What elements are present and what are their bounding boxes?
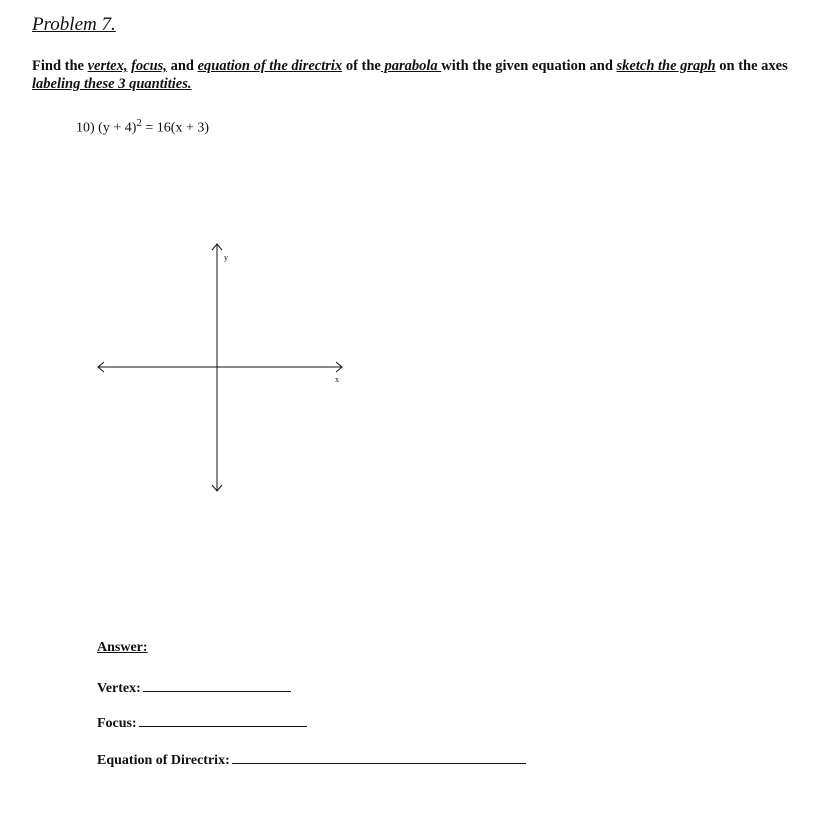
term-focus: focus, bbox=[131, 58, 167, 74]
instructions-text-6: on the axes bbox=[715, 58, 788, 74]
term-labeling: labeling these 3 quantities. bbox=[32, 76, 192, 92]
term-vertex: vertex, bbox=[87, 58, 128, 74]
equation-rhs: = 16(x + 3) bbox=[141, 120, 210, 136]
term-sketch: sketch the graph bbox=[616, 58, 716, 74]
vertex-answer-blank[interactable] bbox=[143, 678, 291, 692]
focus-label: Focus: bbox=[97, 716, 137, 731]
instructions-text-3: and bbox=[166, 58, 198, 74]
instructions-text-4: of the bbox=[342, 58, 381, 74]
coordinate-axes bbox=[90, 240, 360, 500]
problem-number: 10) bbox=[76, 120, 95, 136]
x-axis-label: x bbox=[335, 375, 339, 384]
problem-equation bbox=[76, 117, 209, 137]
instructions-text-5: with the given equation and bbox=[441, 58, 617, 74]
focus-answer-blank[interactable] bbox=[139, 713, 307, 727]
directrix-label: Equation of Directrix: bbox=[97, 753, 230, 768]
focus-row bbox=[97, 713, 307, 732]
vertex-label: Vertex: bbox=[97, 681, 141, 696]
vertex-row bbox=[97, 678, 291, 697]
equation-lhs: (y + 4) bbox=[98, 120, 137, 136]
instructions bbox=[32, 57, 802, 93]
term-directrix: equation of the directrix bbox=[197, 58, 343, 74]
term-parabola: parabola bbox=[380, 58, 442, 74]
directrix-answer-blank[interactable] bbox=[232, 750, 526, 764]
problem-title: Problem 7. bbox=[32, 14, 116, 35]
instructions-text-1: Find the bbox=[32, 58, 88, 74]
equation-exponent: 2 bbox=[136, 117, 142, 129]
answer-heading: Answer: bbox=[97, 640, 148, 655]
directrix-row bbox=[97, 750, 526, 769]
y-axis-label: y bbox=[224, 253, 228, 262]
